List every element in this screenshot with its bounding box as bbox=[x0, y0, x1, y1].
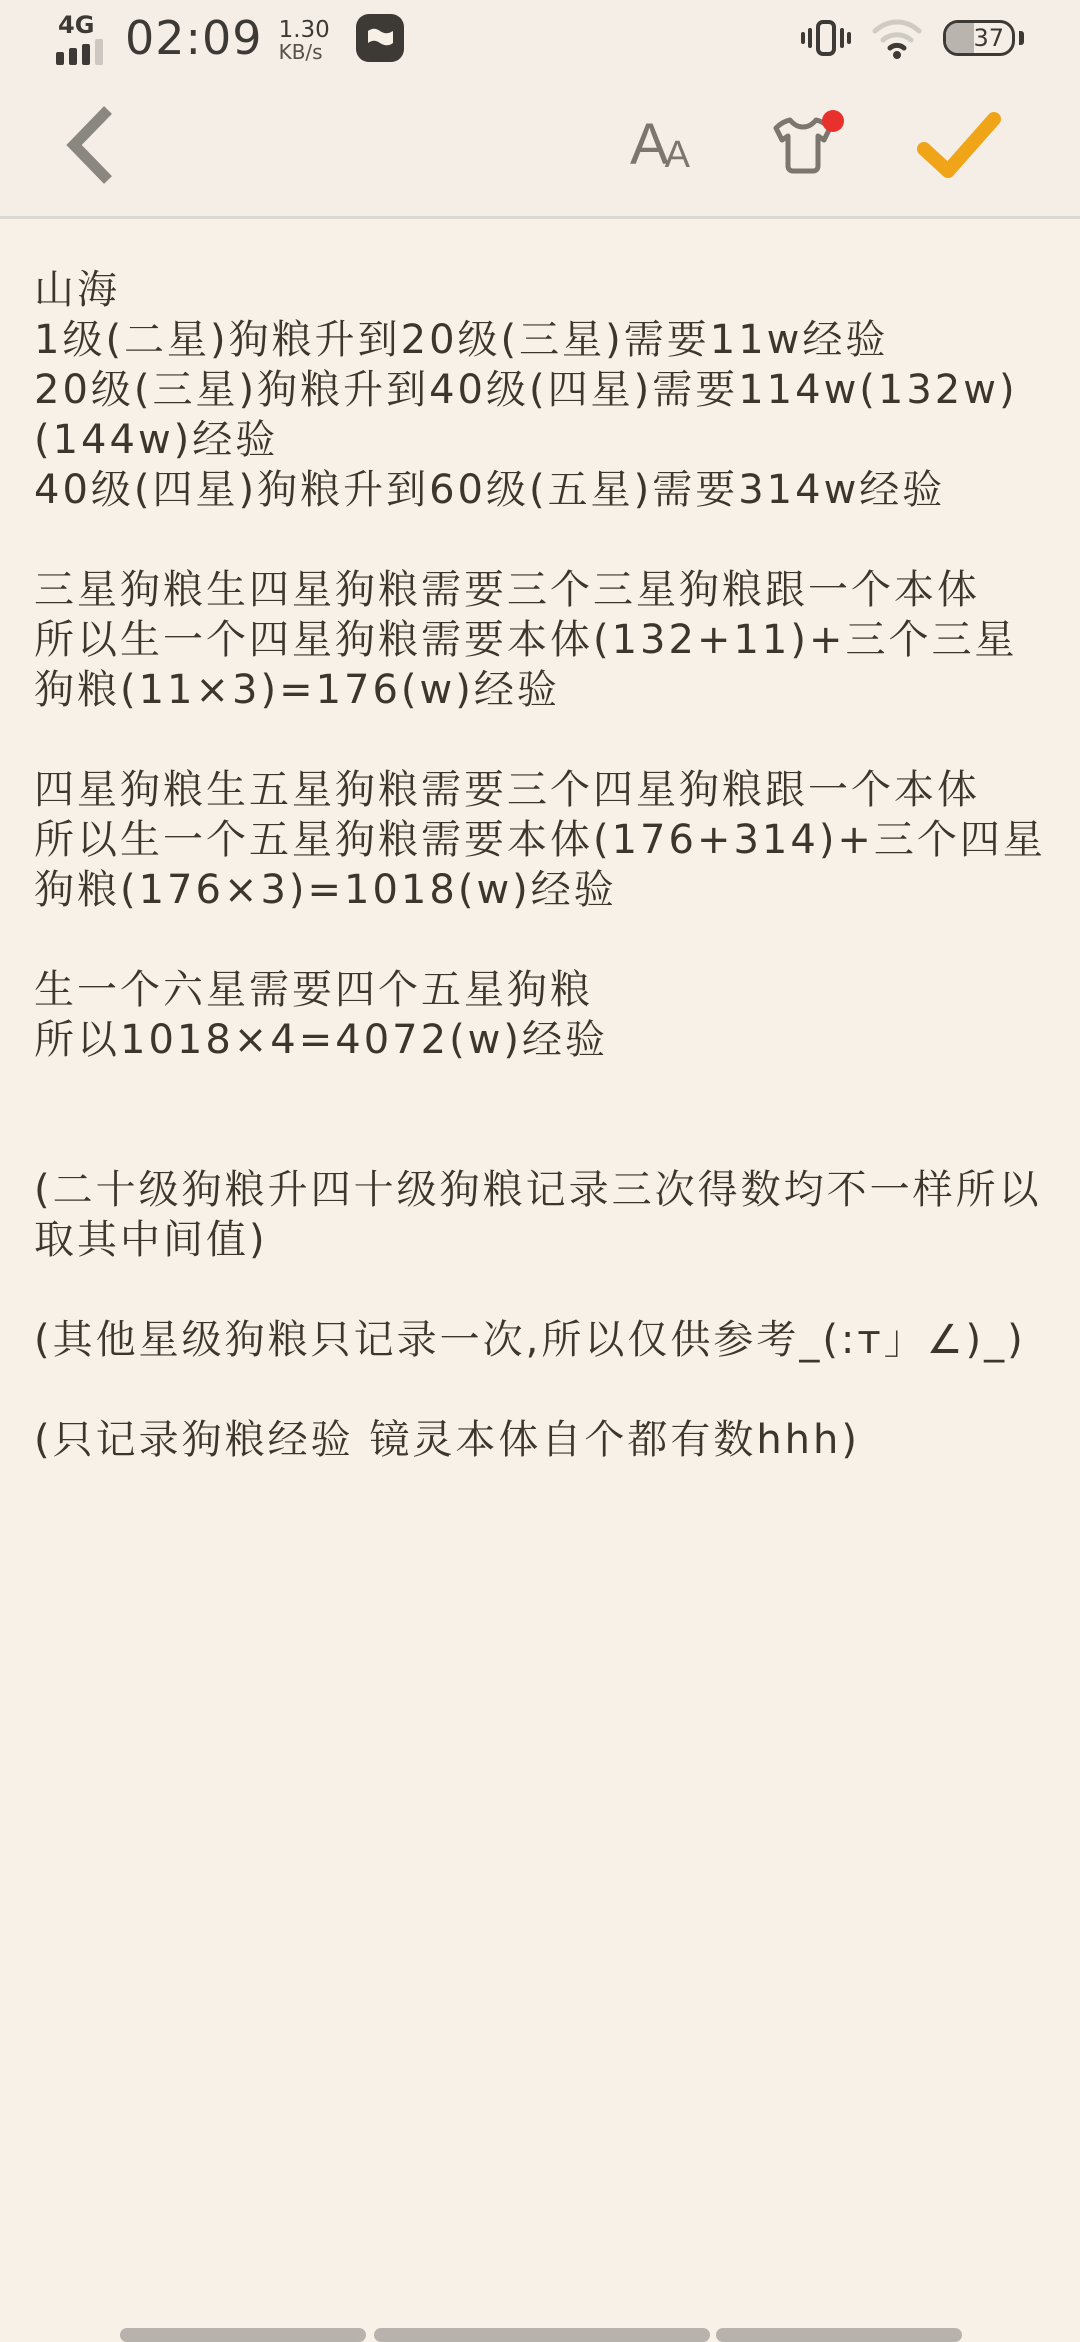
note-line: 四星狗粮生五星狗粮需要三个四星狗粮跟一个本体 bbox=[34, 767, 980, 813]
toolbar-actions bbox=[630, 111, 1030, 179]
toolbar bbox=[0, 90, 1080, 200]
network-type-label: 4G bbox=[58, 11, 95, 39]
network-speed bbox=[279, 18, 330, 63]
check-icon bbox=[916, 111, 1002, 179]
network-indicator bbox=[56, 13, 103, 65]
back-button[interactable] bbox=[50, 100, 130, 190]
back-chevron-icon bbox=[62, 102, 118, 188]
vibrate-icon bbox=[801, 16, 851, 60]
wifi-icon bbox=[871, 17, 923, 59]
note-line: (二十级狗粮升四十级狗粮记录三次得数均不一样所以取其中间值) bbox=[34, 1167, 1042, 1263]
note-editor-content[interactable] bbox=[0, 219, 1080, 2310]
battery-indicator bbox=[943, 20, 1015, 56]
note-line: 三星狗粮生四星狗粮需要三个三星狗粮跟一个本体 bbox=[34, 567, 980, 613]
bottom-toolbar-partial bbox=[0, 2328, 1080, 2340]
note-line: 所以生一个五星狗粮需要本体(176+314)+三个四星狗粮(176×3)=1018(w)经验 bbox=[34, 817, 1046, 913]
save-confirm-button[interactable] bbox=[916, 111, 1002, 179]
status-bar bbox=[0, 8, 1080, 68]
note-line: 20级(三星)狗粮升到40级(四星)需要114w(132w)(144w)经验 bbox=[34, 367, 1018, 463]
note-line: 1级(二星)狗粮升到20级(三星)需要11w经验 bbox=[34, 317, 889, 363]
note-line: 所以生一个四星狗粮需要本体(132+11)+三个三星狗粮(11×3)=176(w)经验 bbox=[34, 617, 1018, 713]
battery-nub bbox=[1019, 31, 1024, 45]
note-line: 40级(四星)狗粮升到60级(五星)需要314w经验 bbox=[34, 467, 946, 513]
font-size-button[interactable]: A A bbox=[629, 112, 690, 177]
network-speed-unit: KB/s bbox=[278, 40, 323, 64]
note-line: 生一个六星需要四个五星狗粮 bbox=[34, 967, 593, 1013]
battery-fill bbox=[946, 23, 974, 53]
notification-badge-dot bbox=[822, 110, 844, 132]
theme-skin-button[interactable] bbox=[768, 112, 838, 178]
note-line: (只记录狗粮经验 镜灵本体自个都有数hhh) bbox=[34, 1417, 860, 1463]
signal-strength-icon bbox=[56, 39, 103, 65]
network-speed-value: 1.30 bbox=[278, 16, 330, 43]
notification-app-icon bbox=[356, 14, 404, 62]
note-line: 所以1018×4=4072(w)经验 bbox=[34, 1017, 608, 1063]
status-time: 02:09 bbox=[125, 11, 263, 65]
font-size-icon: A bbox=[629, 112, 669, 177]
status-left-group bbox=[56, 11, 404, 65]
status-right-group bbox=[801, 16, 1024, 60]
note-line: (其他星级狗粮只记录一次,所以仅供参考_(:т」∠)_) bbox=[34, 1317, 1026, 1363]
battery-percent: 37 bbox=[973, 24, 1004, 52]
flag-glyph bbox=[363, 21, 397, 55]
note-line: 山海 bbox=[34, 267, 120, 313]
